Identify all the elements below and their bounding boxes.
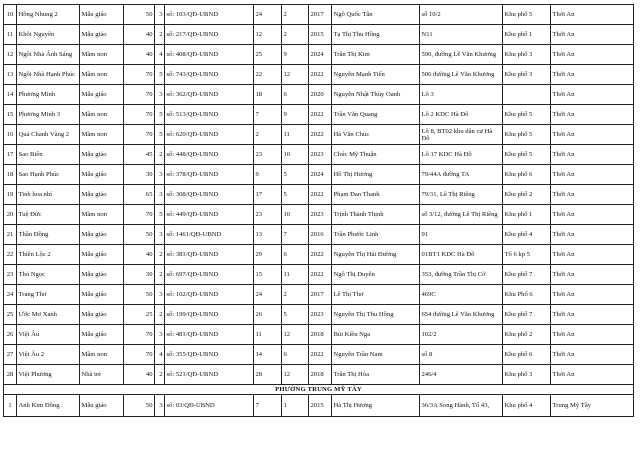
table-row	[4, 205, 634, 225]
cell-owner: Ngô Thị Duyên	[332, 265, 420, 285]
cell-children-count: 70	[124, 85, 155, 105]
cell-day: 15	[254, 265, 282, 285]
cell-day: 7	[254, 105, 282, 125]
cell-owner: Trần Văn Quang	[332, 105, 420, 125]
cell-school-type: Mầm non	[80, 45, 124, 65]
cell-address: 79/44A đường TA	[420, 165, 503, 185]
cell-stt: 24	[4, 285, 17, 305]
cell-decision-number: số: 355/QĐ-UBND	[165, 345, 254, 365]
cell-owner: Trịnh Thành Thịnh	[332, 205, 420, 225]
cell-ward: Thới An	[551, 165, 634, 185]
cell-month: 2	[282, 285, 309, 305]
kindergarten-registry-table	[3, 4, 634, 417]
cell-ward: Thới An	[551, 305, 634, 325]
cell-month: 6	[282, 85, 309, 105]
table-row	[4, 125, 634, 145]
cell-quarter: Khu phố 5	[503, 145, 551, 165]
cell-class-count: 5	[155, 205, 165, 225]
table-row	[4, 325, 634, 345]
cell-school-name: Việt Âu 2	[17, 345, 80, 365]
cell-children-count: 30	[124, 165, 155, 185]
cell-address: số 8	[420, 345, 503, 365]
cell-month: 5	[282, 165, 309, 185]
cell-month: 12	[282, 65, 309, 85]
cell-stt: 25	[4, 305, 17, 325]
cell-school-type: Mẫu giáo	[80, 185, 124, 205]
cell-decision-number: số: 697/QĐ-UBND	[165, 265, 254, 285]
cell-school-name: Tuệ Đức	[17, 205, 80, 225]
cell-address: 506 đường Lê Văn Khương	[420, 65, 503, 85]
cell-day: 26	[254, 305, 282, 325]
cell-children-count: 40	[124, 245, 155, 265]
cell-children-count: 50	[124, 5, 155, 25]
cell-school-name: Thiên Lộc 2	[17, 245, 80, 265]
cell-address: 36/3A Song Hành, Tổ 43,	[420, 395, 503, 417]
cell-year: 2022	[309, 65, 332, 85]
cell-month: 11	[282, 125, 309, 145]
cell-year: 2023	[309, 145, 332, 165]
cell-children-count: 70	[124, 325, 155, 345]
cell-day: 2	[254, 125, 282, 145]
cell-school-type: Mẫu giáo	[80, 325, 124, 345]
cell-year: 2017	[309, 285, 332, 305]
cell-children-count: 70	[124, 345, 155, 365]
cell-stt: 12	[4, 45, 17, 65]
cell-children-count: 50	[124, 285, 155, 305]
cell-year: 2015	[309, 395, 332, 417]
cell-decision-number: số: 102/QĐ-UBND	[165, 285, 254, 305]
cell-month: 1	[282, 395, 309, 417]
cell-class-count: 2	[155, 265, 165, 285]
cell-decision-number: số: 381/QĐ-UBND	[165, 245, 254, 265]
table-row	[4, 5, 634, 25]
cell-school-name: Việt Âu	[17, 325, 80, 345]
cell-children-count: 40	[124, 25, 155, 45]
cell-children-count: 45	[124, 145, 155, 165]
cell-ward: Thới An	[551, 365, 634, 385]
cell-school-type: Mẫu giáo	[80, 25, 124, 45]
table-row	[4, 365, 634, 385]
cell-stt: 14	[4, 85, 17, 105]
cell-day: 12	[254, 25, 282, 45]
cell-owner: Trần Thị Hòa	[332, 365, 420, 385]
cell-decision-number: số: 513/QĐ-UBND	[165, 105, 254, 125]
cell-address: 469C	[420, 285, 503, 305]
cell-owner: Nguyễn Trần Nam	[332, 345, 420, 365]
cell-school-type: Mẫu giáo	[80, 5, 124, 25]
cell-address: 91	[420, 225, 503, 245]
cell-school-type: Mẫu giáo	[80, 285, 124, 305]
cell-address: 01BT1 KDC Hà Đô	[420, 245, 503, 265]
cell-children-count: 40	[124, 365, 155, 385]
cell-quarter: Khu phố 6	[503, 345, 551, 365]
table-row	[4, 395, 634, 417]
cell-owner: Bùi Kiều Nga	[332, 325, 420, 345]
cell-children-count: 70	[124, 125, 155, 145]
cell-school-name: Tinh hoa nhí	[17, 185, 80, 205]
cell-stt: 22	[4, 245, 17, 265]
cell-stt: 18	[4, 165, 17, 185]
cell-class-count: 5	[155, 125, 165, 145]
cell-class-count: 5	[155, 105, 165, 125]
cell-owner: Trần Phước Linh	[332, 225, 420, 245]
cell-class-count: 3	[155, 185, 165, 205]
cell-year: 2022	[309, 185, 332, 205]
cell-ward: Thới An	[551, 25, 634, 45]
cell-stt: 28	[4, 365, 17, 385]
cell-ward: Thới An	[551, 205, 634, 225]
cell-owner: Lê Thị Thơ	[332, 285, 420, 305]
cell-address: N11	[420, 25, 503, 45]
table-row	[4, 45, 634, 65]
cell-quarter: Khu phố 2	[503, 185, 551, 205]
cell-owner: Chúc Mỹ Thuận	[332, 145, 420, 165]
cell-address: 79/31, Lê Thị Riêng	[420, 185, 503, 205]
cell-day: 17	[254, 185, 282, 205]
cell-stt: 1	[4, 395, 17, 417]
cell-owner: Nguyễn Nhật Thùy Oanh	[332, 85, 420, 105]
cell-year: 2022	[309, 345, 332, 365]
cell-children-count: 70	[124, 205, 155, 225]
cell-stt: 20	[4, 205, 17, 225]
cell-school-type: Mẫu giáo	[80, 225, 124, 245]
cell-school-name: Anh Kim Đồng	[17, 395, 80, 417]
cell-school-type: Mẫu giáo	[80, 265, 124, 285]
cell-ward: Thới An	[551, 45, 634, 65]
cell-month: 12	[282, 325, 309, 345]
cell-ward: Thới An	[551, 105, 634, 125]
table-row	[4, 85, 634, 105]
cell-class-count: 5	[155, 65, 165, 85]
cell-month: 10	[282, 145, 309, 165]
table-body-trung-my-tay	[4, 385, 634, 417]
cell-decision-number: số: 1461/QĐ-UBND	[165, 225, 254, 245]
cell-stt: 19	[4, 185, 17, 205]
cell-owner: Ngô Quốc Tân	[332, 5, 420, 25]
cell-decision-number: số: 448/QĐ-UBND	[165, 145, 254, 165]
cell-month: 2	[282, 25, 309, 45]
cell-decision-number: số: 620/QĐ-UBND	[165, 125, 254, 145]
table-body-thoi-an-part-2	[4, 345, 634, 385]
cell-address: 353, đường Trần Thị Cờ	[420, 265, 503, 285]
cell-children-count: 70	[124, 65, 155, 85]
cell-quarter: Khu phố 5	[503, 5, 551, 25]
cell-address: 246/4	[420, 365, 503, 385]
cell-school-name: Phương Minh 3	[17, 105, 80, 125]
cell-month: 5	[282, 305, 309, 325]
cell-day: 24	[254, 5, 282, 25]
cell-day: 23	[254, 205, 282, 225]
cell-ward: Thới An	[551, 125, 634, 145]
cell-children-count: 25	[124, 305, 155, 325]
cell-school-name: Thỏ Ngọc	[17, 265, 80, 285]
cell-school-type: Mẫu giáo	[80, 305, 124, 325]
cell-address: Lô 8, BT02 khu dân cư Hà Đô	[420, 125, 503, 145]
table-row	[4, 285, 634, 305]
cell-quarter: Khu phố 5	[503, 105, 551, 125]
cell-school-type: Mầm non	[80, 65, 124, 85]
cell-stt: 23	[4, 265, 17, 285]
cell-ward: Thới An	[551, 285, 634, 305]
cell-day: 24	[254, 285, 282, 305]
cell-children-count: 70	[124, 105, 155, 125]
cell-school-name: Việt Phương	[17, 365, 80, 385]
cell-ward: Thới An	[551, 5, 634, 25]
cell-day: 13	[254, 225, 282, 245]
table-body-thoi-an-part-1	[4, 5, 634, 345]
cell-month: 6	[282, 345, 309, 365]
cell-stt: 26	[4, 325, 17, 345]
table-row	[4, 25, 634, 45]
cell-year: 2022	[309, 105, 332, 125]
cell-month: 6	[282, 245, 309, 265]
cell-year: 2023	[309, 205, 332, 225]
cell-month: 12	[282, 365, 309, 385]
cell-owner: Nguyễn Mạnh Tiến	[332, 65, 420, 85]
cell-ward: Thới An	[551, 85, 634, 105]
cell-school-name: Trang Thơ	[17, 285, 80, 305]
cell-address: 590, đường Lê Văn Khương	[420, 45, 503, 65]
cell-quarter: Khu phố 2	[503, 325, 551, 345]
cell-year: 2017	[309, 5, 332, 25]
cell-month: 2	[282, 5, 309, 25]
cell-day: 23	[254, 145, 282, 165]
table-row	[4, 225, 634, 245]
cell-school-name: Ngôi Nhà Hạnh Phúc	[17, 65, 80, 85]
cell-quarter: Khu phố 1	[503, 25, 551, 45]
cell-day: 25	[254, 45, 282, 65]
cell-quarter: Khu Phố 6	[503, 285, 551, 305]
table-row	[4, 105, 634, 125]
cell-year: 2022	[309, 125, 332, 145]
section-header-row	[4, 385, 634, 395]
cell-school-name: Phương Minh	[17, 85, 80, 105]
cell-owner: Trần Thị Kim	[332, 45, 420, 65]
cell-ward: Thới An	[551, 225, 634, 245]
cell-ward: Thới An	[551, 345, 634, 365]
cell-school-name: Ước Mơ Xanh	[17, 305, 80, 325]
table-row	[4, 345, 634, 365]
cell-decision-number: số: 217/QĐ-UBND	[165, 25, 254, 45]
cell-year: 2015	[309, 25, 332, 45]
cell-school-name: Quả Chanh Vàng 2	[17, 125, 80, 145]
cell-quarter: Khu phố 3	[503, 45, 551, 65]
cell-school-type: Mẫu giáo	[80, 165, 124, 185]
cell-stt: 27	[4, 345, 17, 365]
cell-day: 18	[254, 85, 282, 105]
cell-decision-number: số: 308/QĐ-UBND	[165, 185, 254, 205]
cell-stt: 21	[4, 225, 17, 245]
cell-stt: 16	[4, 125, 17, 145]
cell-year: 2018	[309, 365, 332, 385]
table-row	[4, 145, 634, 165]
cell-owner: Hà Văn Chúc	[332, 125, 420, 145]
cell-school-name: Hồng Nhung 2	[17, 5, 80, 25]
table-row	[4, 245, 634, 265]
cell-month: 5	[282, 185, 309, 205]
cell-class-count: 2	[155, 305, 165, 325]
table-row	[4, 65, 634, 85]
cell-owner: Hồ Thị Hương	[332, 165, 420, 185]
cell-year: 2023	[309, 305, 332, 325]
cell-owner: Nguyễn Thị Thu Hồng	[332, 305, 420, 325]
cell-decision-number: số: 378/QĐ-UBND	[165, 165, 254, 185]
cell-month: 10	[282, 205, 309, 225]
cell-address: 654 đường Lê Văn Khương	[420, 305, 503, 325]
cell-class-count: 4	[155, 345, 165, 365]
cell-class-count: 3	[155, 225, 165, 245]
cell-month: 11	[282, 265, 309, 285]
cell-stt: 15	[4, 105, 17, 125]
cell-class-count: 2	[155, 145, 165, 165]
cell-quarter: Khu phố 4	[503, 225, 551, 245]
cell-school-type: Mầm non	[80, 105, 124, 125]
cell-quarter: Tổ 6 kp 5	[503, 245, 551, 265]
cell-address: 102/2	[420, 325, 503, 345]
cell-quarter: Khu phố 7	[503, 265, 551, 285]
cell-quarter: Khu phố 5	[503, 125, 551, 145]
cell-decision-number: số: 481/QĐ-UBND	[165, 325, 254, 345]
cell-stt: 10	[4, 5, 17, 25]
cell-year: 2018	[309, 325, 332, 345]
cell-address: Lô 2 KDC Hà Đô	[420, 105, 503, 125]
cell-quarter: Khu phố 1	[503, 205, 551, 225]
cell-children-count: 50	[124, 225, 155, 245]
cell-owner: Tạ Thị Thu Hồng	[332, 25, 420, 45]
cell-class-count: 2	[155, 365, 165, 385]
table-row	[4, 305, 634, 325]
cell-school-name: Sao Biển	[17, 145, 80, 165]
cell-year: 2016	[309, 225, 332, 245]
cell-decision-number: số: 03/QĐ-UBND	[165, 395, 254, 417]
cell-day: 9	[254, 165, 282, 185]
cell-stt: 11	[4, 25, 17, 45]
cell-ward: Trung Mỹ Tây	[551, 395, 634, 417]
cell-school-type: Mẫu giáo	[80, 245, 124, 265]
cell-quarter: Khu phố 4	[503, 395, 551, 417]
cell-owner: Hà Thị Hương	[332, 395, 420, 417]
cell-school-name: Ngôi Nhà Ánh Sáng	[17, 45, 80, 65]
cell-ward: Thới An	[551, 185, 634, 205]
cell-year: 2024	[309, 45, 332, 65]
cell-children-count: 30	[124, 265, 155, 285]
cell-school-type: Nhà trẻ	[80, 365, 124, 385]
cell-ward: Thới An	[551, 325, 634, 345]
cell-class-count: 2	[155, 245, 165, 265]
table-row	[4, 265, 634, 285]
cell-decision-number: số: 521/QĐ-UBND	[165, 365, 254, 385]
cell-day: 29	[254, 245, 282, 265]
cell-children-count: 65	[124, 185, 155, 205]
cell-owner: Nguyễn Thị Hải Đường	[332, 245, 420, 265]
cell-ward: Thới An	[551, 145, 634, 165]
cell-class-count: 4	[155, 45, 165, 65]
cell-decision-number: số: 362/QĐ-UBND	[165, 85, 254, 105]
section-title: PHƯỜNG TRUNG MỸ TÂY	[4, 385, 634, 395]
cell-quarter: Khu phố 3	[503, 65, 551, 85]
cell-decision-number: số: 103/QĐ-UBND	[165, 5, 254, 25]
cell-month: 9	[282, 105, 309, 125]
cell-decision-number: số: 743/QĐ-UBND	[165, 65, 254, 85]
cell-address: số 10/2	[420, 5, 503, 25]
cell-decision-number: số: 449/QĐ-UBND	[165, 205, 254, 225]
cell-address: số 3/12, đường Lê Thị Riêng	[420, 205, 503, 225]
cell-address: Lô 3	[420, 85, 503, 105]
cell-quarter	[503, 85, 551, 105]
cell-month: 9	[282, 45, 309, 65]
table-row	[4, 165, 634, 185]
cell-school-type: Mầm non	[80, 345, 124, 365]
cell-class-count: 3	[155, 5, 165, 25]
cell-ward: Thới An	[551, 265, 634, 285]
cell-children-count: 50	[124, 395, 155, 417]
cell-year: 2022	[309, 245, 332, 265]
cell-address: Lô 17 KDC Hà Đô	[420, 145, 503, 165]
cell-month: 7	[282, 225, 309, 245]
cell-class-count: 3	[155, 285, 165, 305]
cell-school-type: Mẫu giáo	[80, 85, 124, 105]
cell-school-type: Mầm non	[80, 125, 124, 145]
cell-year: 2020	[309, 85, 332, 105]
cell-school-type: Mầm non	[80, 205, 124, 225]
cell-class-count: 2	[155, 25, 165, 45]
cell-school-type: Mẫu giáo	[80, 395, 124, 417]
cell-quarter: Khu phố 7	[503, 305, 551, 325]
cell-year: 2022	[309, 265, 332, 285]
cell-day: 11	[254, 325, 282, 345]
cell-ward: Thới An	[551, 65, 634, 85]
cell-school-name: Thần Đồng	[17, 225, 80, 245]
cell-school-name: Sao Hạnh Phúc	[17, 165, 80, 185]
cell-class-count: 3	[155, 165, 165, 185]
cell-school-type: Mẫu giáo	[80, 145, 124, 165]
cell-quarter: Khu phố 6	[503, 165, 551, 185]
cell-year: 2024	[309, 165, 332, 185]
cell-day: 7	[254, 395, 282, 417]
cell-decision-number: số: 199/QĐ-UBND	[165, 305, 254, 325]
table-row	[4, 185, 634, 205]
cell-decision-number: số: 408/QĐ-UBND	[165, 45, 254, 65]
cell-day: 28	[254, 365, 282, 385]
cell-children-count: 40	[124, 45, 155, 65]
cell-class-count: 3	[155, 85, 165, 105]
cell-school-name: Khôi Nguyên	[17, 25, 80, 45]
cell-stt: 17	[4, 145, 17, 165]
cell-stt: 13	[4, 65, 17, 85]
cell-day: 14	[254, 345, 282, 365]
cell-class-count: 3	[155, 325, 165, 345]
cell-ward: Thới An	[551, 245, 634, 265]
cell-quarter: Khu phố 3	[503, 365, 551, 385]
cell-class-count: 3	[155, 395, 165, 417]
cell-day: 22	[254, 65, 282, 85]
cell-owner: Phạm Đan Thanh	[332, 185, 420, 205]
